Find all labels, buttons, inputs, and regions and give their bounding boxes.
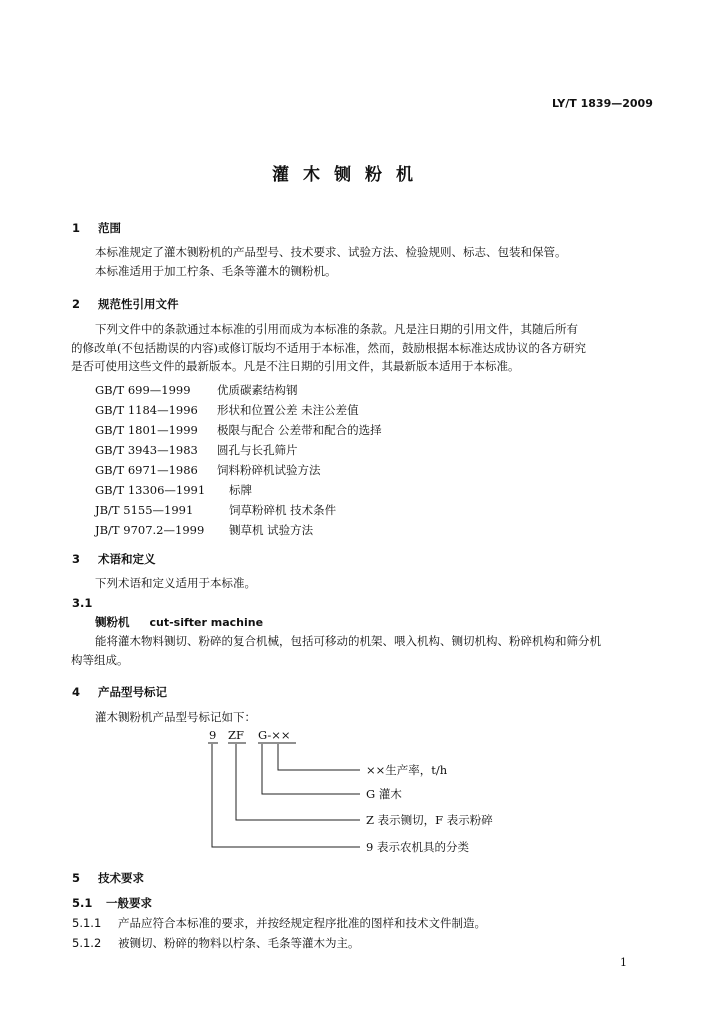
paragraph-line: 下列文件中的条款通过本标准的引用而成为本标准的条款。凡是注日期的引用文件，其随后所有 <box>95 322 578 336</box>
section-5-heading: 5 技术要求 <box>72 871 144 885</box>
reference-item: JB/T 9707.2—1999 铡草机 试验方法 <box>95 523 314 537</box>
reference-item: GB/T 1184—1996 形状和位置公差 未注公差值 <box>95 403 359 417</box>
definition-line: 能将灌木物料铡切、粉碎的复合机械，包括可移动的机架、喂入机构、铡切机构、粉碎机构和筛分机 <box>95 634 601 648</box>
paragraph-line: 是否可使用这些文件的最新版本。凡是不注日期的引用文件，其最新版本适用于本标准。 <box>71 359 520 373</box>
diagram-label-cut-crush: Z 表示铡切，F 表示粉碎 <box>366 813 493 827</box>
section-2-heading: 2 规范性引用文件 <box>72 297 179 311</box>
leader-zf <box>236 744 360 820</box>
term-entry: 铡粉机 cut-sifter machine <box>95 615 264 629</box>
section-4-intro: 灌木铡粉机产品型号标记如下： <box>95 710 256 724</box>
definition-line: 构等组成。 <box>71 652 129 667</box>
paragraph: 本标准适用于加工柠条、毛条等灌木的铡粉机。 <box>95 263 337 278</box>
leader-g <box>262 744 360 794</box>
paragraph: 本标准规定了灌木铡粉机的产品型号、技术要求、试验方法、检验规则、标志、包装和保管。 <box>95 245 567 259</box>
reference-item: GB/T 699—1999 优质碳素结构钢 <box>95 383 298 397</box>
diagram-label-shrub: G 灌木 <box>366 787 402 801</box>
code-part-zf: ZF <box>228 728 244 742</box>
section-3-heading: 3 术语和定义 <box>72 552 156 566</box>
standard-code: LY/T 1839—2009 <box>552 97 653 110</box>
reference-item: GB/T 3943—1983 圆孔与长孔筛片 <box>95 443 298 457</box>
reference-item: GB/T 1801—1999 极限与配合 公差带和配合的选择 <box>95 423 382 437</box>
reference-item: JB/T 5155—1991 饲草粉碎机 技术条件 <box>95 503 337 517</box>
document-title: 灌木铡粉机 <box>272 165 427 185</box>
code-part-9: 9 <box>209 728 217 742</box>
page-number: 1 <box>620 956 627 969</box>
section-1-heading: 1 范围 <box>72 221 121 235</box>
leader-9 <box>212 744 360 847</box>
diagram-label-category: 9 表示农机具的分类 <box>366 840 469 854</box>
reference-item: GB/T 13306—1991 标牌 <box>95 483 252 497</box>
diagram-label-capacity: ××生产率，t/h <box>366 763 448 777</box>
section-3-intro: 下列术语和定义适用于本标准。 <box>95 576 256 590</box>
subsection-5-1-heading: 5.1 一般要求 <box>72 896 152 910</box>
clause-5-1-1: 5.1.1 产品应符合本标准的要求，并按经规定程序批准的图样和技术文件制造。 <box>72 916 486 930</box>
clause-5-1-2: 5.1.2 被铡切、粉碎的物料以柠条、毛条等灌木为主。 <box>72 936 360 950</box>
paragraph-line: 的修改单(不包括勘误的内容)或修订版均不适用于本标准，然而，鼓励根据本标准达成协议的各方研究 <box>71 340 586 355</box>
section-4-heading: 4 产品型号标记 <box>72 685 167 699</box>
subsection-number: 3.1 <box>72 596 93 610</box>
leader-xx <box>278 744 360 770</box>
code-part-g: G-×× <box>258 728 291 742</box>
reference-item: GB/T 6971—1986 饲料粉碎机试验方法 <box>95 463 321 477</box>
